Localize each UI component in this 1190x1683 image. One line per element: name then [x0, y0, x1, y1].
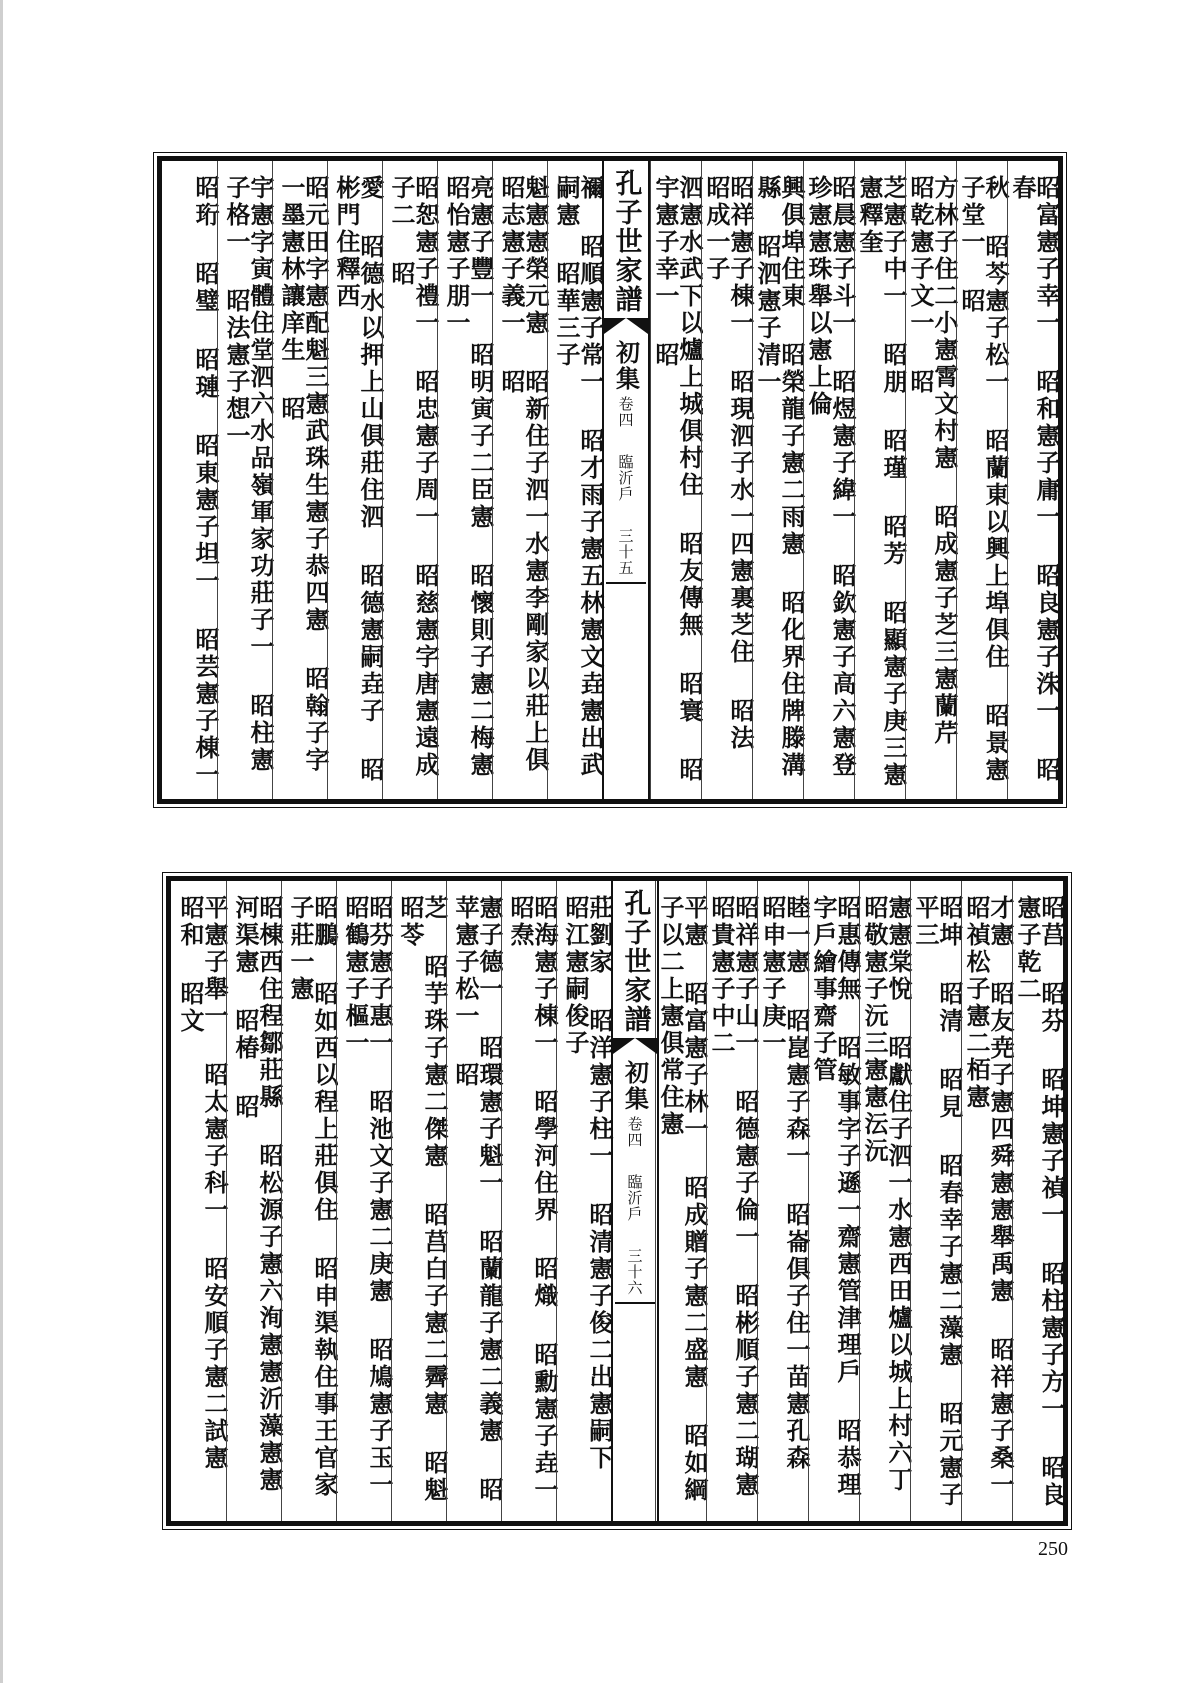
- text-column: [437, 161, 495, 799]
- text-column: [382, 161, 440, 799]
- text-column: [961, 881, 1015, 1521]
- text-column: [272, 161, 330, 799]
- genealogy-block-bottom: [166, 876, 1068, 1526]
- text-column: [905, 161, 959, 799]
- spine-rule: [606, 582, 646, 584]
- text-column: [446, 881, 504, 1521]
- text-column: [854, 161, 908, 799]
- text-column: [701, 161, 755, 799]
- column-text: 昭芬憲子惠一 昭池文子憲二庚憲 昭鳩憲子玉一 昭鶴憲子樞一: [341, 895, 394, 1499]
- center-spine: [611, 881, 659, 1521]
- text-column: [162, 161, 220, 799]
- series-name: 初集: [611, 340, 641, 392]
- right-half-columns: [655, 881, 1066, 1521]
- column-text: 平憲 昭富憲子林一 昭成贈子憲二盛憲 昭如綱子以二上憲俱常住憲: [656, 895, 709, 1504]
- text-column: [547, 161, 605, 799]
- text-column: [336, 881, 394, 1521]
- column-text: 興俱埠住東 昭榮龍子憲二雨憲 昭化界住牌滕溝縣 昭泗憲子清一: [753, 175, 806, 779]
- column-text: 憲子德一 昭環憲子魁一 昭蘭龍子憲二義憲 昭苹憲子松一 昭: [451, 895, 504, 1504]
- column-text: 秋 昭芩憲子松一 昭蘭東以興上埠俱住 昭景憲子堂一 昭: [957, 175, 1010, 784]
- text-column: [956, 161, 1010, 799]
- genealogy-block-top: [157, 156, 1063, 804]
- column-text: 昭惠傳無 昭敏事字子遜一齋憲管津理戶 昭恭理字戶繪事齋子管: [809, 895, 862, 1499]
- household-label: 臨沂戶: [625, 1174, 644, 1222]
- column-text: 昭海憲子棟一 昭學河住界 昭熾 昭勳憲子垚一 昭焘: [506, 895, 559, 1504]
- text-column: [556, 881, 614, 1521]
- column-text: 昭鵬 昭如西以程上莊俱住 昭申渠執住事王官家子莊一憲: [286, 895, 339, 1499]
- column-text: 禰 昭順憲子常一 昭才雨子憲五林憲文垚憲出武嗣憲 昭華三子: [552, 175, 605, 779]
- text-column: [217, 161, 275, 799]
- fish-tail-mark: [604, 318, 648, 334]
- text-column: [808, 881, 862, 1521]
- column-text: 才憲 昭友尭子憲四舜憲憲舉禹憲 昭祥憲子桑一 昭禎松子憲二栢憲: [962, 895, 1015, 1499]
- column-text: 昭祥憲子山一 昭德憲子倫一 昭彬順子憲二瑚憲 昭貴憲子中二: [707, 895, 760, 1499]
- column-text: 昭珩 昭璧 昭璉 昭東憲子坦一 昭芸憲子棟一: [191, 175, 220, 789]
- column-text: 亮憲子豐一 昭明寅子二臣憲 昭懷則子憲二梅憲 昭怡憲子朋一: [442, 175, 495, 779]
- column-text: 平憲子舉一 昭太憲子科一 昭安順子憲二試憲 昭和 昭文: [176, 895, 229, 1472]
- household-label: 臨沂戶: [616, 454, 635, 502]
- column-text: 昭坤 昭清 昭見 昭春幸子憲二藻憲 昭元憲子平三: [911, 895, 964, 1509]
- text-column: [706, 881, 760, 1521]
- center-spine: [602, 161, 650, 799]
- column-text: 昭棟西住程鄒莊縣 昭松源子憲六洵憲憲沂藻憲憲河渠憲 昭椿 昭: [231, 895, 284, 1494]
- text-column: [327, 161, 385, 799]
- left-half-columns: [171, 881, 614, 1521]
- column-text: 昭莒 昭芬 昭坤憲子禎一 昭柱憲子方一 昭良憲子乾二: [1013, 895, 1066, 1509]
- column-text: 芝 昭芋珠子憲二傑憲 昭莒白子憲二霽憲 昭魁 昭苓: [396, 895, 449, 1504]
- text-column: [1007, 161, 1061, 799]
- text-column: [655, 881, 709, 1521]
- text-column: [757, 881, 811, 1521]
- text-column: [1012, 881, 1066, 1521]
- volume-label: 卷四: [616, 396, 635, 428]
- column-text: 睦一憲 昭崑憲子森一 昭崙俱子住一苗憲孔森 昭申憲子庚一: [758, 895, 811, 1472]
- text-column: [226, 881, 284, 1521]
- text-column: [910, 881, 964, 1521]
- column-text: 芝憲子中一 昭朋 昭瑾 昭芳 昭顯憲子庚三憲憲釋奎: [855, 175, 908, 789]
- column-text: 昭元田字憲配魁三憲武珠生憲子恭四憲 昭翰子字一墨憲林讓庠生 昭: [277, 175, 330, 774]
- column-text: 泗憲水武下以爐上城俱村住 昭友傳無 昭寰 昭宇憲子幸一 昭: [651, 175, 704, 784]
- text-column: [859, 881, 913, 1521]
- text-column: [650, 161, 704, 799]
- book-title: 孔子世家譜: [619, 889, 651, 1034]
- page-number: 250: [1038, 1538, 1068, 1560]
- column-text: 昭祥憲子棟一 昭現泗子水一四憲裏芝住 昭法 昭成一子: [702, 175, 755, 752]
- text-column: [501, 881, 559, 1521]
- text-column: [752, 161, 806, 799]
- column-text: 昭恕憲子禮一 昭忠憲子周一 昭慈憲字唐憲遠成子二 昭: [387, 175, 440, 779]
- column-text: 方林子住二小憲霄文村憲 昭成憲子芝三憲蘭芹 昭乾憲子文一 昭: [906, 175, 959, 747]
- left-half-columns: [162, 161, 605, 799]
- column-text: 宇憲字寅體住堂泗六水品嶺軍家功莊子一 昭柱憲子格一 昭法憲子想一: [222, 175, 275, 774]
- right-half-columns: [650, 161, 1061, 799]
- text-column: [803, 161, 857, 799]
- text-column: [171, 881, 229, 1521]
- page-edge-shadow: [0, 0, 3, 1683]
- series-name: 初集: [620, 1060, 650, 1112]
- text-column: [391, 881, 449, 1521]
- fish-tail-mark: [613, 1038, 657, 1054]
- volume-label: 卷四: [625, 1116, 644, 1148]
- column-text: 昭晨憲子斗一 昭煜憲子緯一 昭欽憲子高六憲登珍憲憲珠舉以憲上倫: [804, 175, 857, 779]
- column-text: 愛 昭德水以押上山俱莊住泗 昭德憲嗣垚子 昭彬門住釋西: [332, 175, 385, 784]
- leaf-number: 三十六: [625, 1248, 644, 1296]
- column-text: 昭富憲子幸一 昭和憲子庸一 昭良憲子洙一 昭春: [1008, 175, 1061, 784]
- text-column: [281, 881, 339, 1521]
- column-text: 魁憲憲榮元憲 昭新住子泗一水憲李剛家以莊上俱 昭志憲子義一 昭: [497, 175, 550, 774]
- text-column: [492, 161, 550, 799]
- spine-rule: [615, 1302, 655, 1304]
- column-text: 憲憲棠悅 昭獻住子泗一水憲西田爐以城上村六丁 昭敬憲子沅三憲憲沄沅: [860, 895, 913, 1494]
- book-title: 孔子世家譜: [610, 169, 642, 314]
- column-text: 莊劉家 昭洋憲子柱一 昭清憲子俊二出憲嗣下 昭江憲嗣俊子: [561, 895, 614, 1472]
- leaf-number: 三十五: [616, 528, 635, 576]
